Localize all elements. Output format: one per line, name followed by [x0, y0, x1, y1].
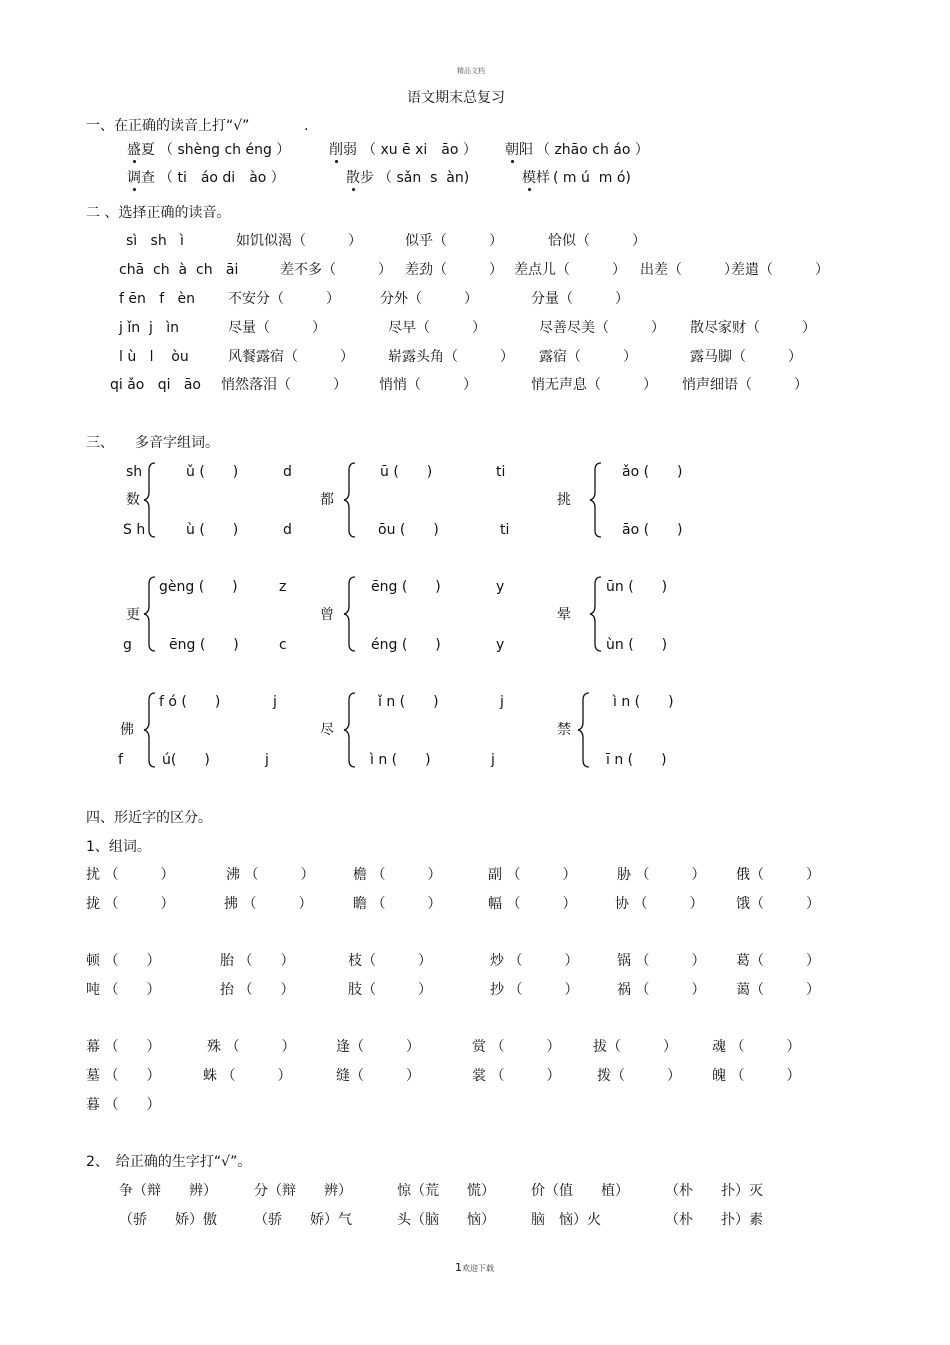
- poly-bottom-pinyin: g: [123, 637, 132, 653]
- poly-word-2: ōu ( ): [378, 522, 439, 538]
- s2-word: 出差（ ）: [640, 262, 738, 278]
- poly-char: 尽: [320, 722, 334, 738]
- page-footer: [455, 1262, 494, 1273]
- poly-top-pinyin: ti: [496, 464, 506, 480]
- s2-word: 不安分（ ）: [228, 291, 340, 307]
- poly-word-2: ī n ( ): [606, 752, 667, 768]
- compare-cell: 赏 （ ）: [472, 1039, 561, 1055]
- compare-cell: 拔（ ）: [593, 1039, 677, 1055]
- poly-word-1: gèng ( ): [159, 579, 238, 595]
- choice-cell: （朴 扑）灭: [665, 1183, 763, 1199]
- poly-word-1: ēng ( ): [371, 579, 441, 595]
- compare-cell: 副 （ ）: [488, 867, 577, 883]
- s1-word: 削弱: [329, 142, 357, 158]
- s2-word: 如饥似渴（ ）: [236, 233, 362, 249]
- brace-icon: [343, 576, 357, 652]
- poly-top-pinyin: d: [283, 464, 292, 480]
- s2-word: 分量（ ）: [531, 291, 629, 307]
- footer-text: 欢迎下载: [462, 1264, 494, 1273]
- compare-cell: 胁 （ ）: [617, 867, 706, 883]
- compare-cell: 裳 （ ）: [472, 1068, 561, 1084]
- poly-bottom-pinyin: j: [265, 752, 269, 768]
- compare-cell: 殊 （ ）: [207, 1039, 296, 1055]
- poly-word-1: ǎo ( ): [622, 464, 683, 480]
- poly-char: 数: [126, 492, 140, 508]
- compare-cell: 协 （ ）: [615, 896, 704, 912]
- poly-word-1: ǔ ( ): [186, 464, 239, 480]
- poly-top-pinyin: z: [279, 579, 287, 595]
- compare-cell: 墓 （ ）: [86, 1068, 161, 1084]
- brace-icon: [143, 462, 157, 538]
- s1-word: 盛夏: [127, 142, 155, 158]
- choice-cell: （骄 娇）傲: [119, 1212, 217, 1228]
- brace-icon: [589, 462, 603, 538]
- poly-word-1: f ó ( ): [159, 694, 221, 710]
- choice-cell: 头（脑 恼）: [397, 1212, 495, 1228]
- section1-heading: 一、在正确的读音上打“√”: [86, 118, 250, 134]
- poly-word-2: āo ( ): [622, 522, 683, 538]
- poly-char: 禁: [557, 722, 571, 738]
- choice-cell: （骄 娇）气: [254, 1212, 352, 1228]
- section2-heading: 二 、选择正确的读音。: [86, 205, 231, 221]
- s1-pinyin: ( m ú m ó): [553, 170, 631, 186]
- poly-bottom-pinyin: f: [118, 752, 123, 768]
- compare-cell: 瞻 （ ）: [353, 896, 442, 912]
- s2-pinyin: qi ǎo qi āo: [110, 377, 201, 393]
- s2-word: 悄悄（ ）: [379, 377, 477, 393]
- poly-word-2: ú( ): [162, 752, 210, 768]
- section3-heading: 三、 多音字组词。: [86, 435, 219, 451]
- s1-pinyin: （ zhāo ch áo ）: [536, 142, 649, 158]
- poly-word-1: ūn ( ): [606, 579, 668, 595]
- choice-cell: 惊（荒 慌）: [397, 1183, 495, 1199]
- compare-cell: 锅 （ ）: [617, 953, 706, 969]
- poly-bottom-pinyin: ti: [500, 522, 510, 538]
- section4-sub1: 1、组词。: [86, 839, 151, 855]
- s2-word: 恰似（ ）: [548, 233, 646, 249]
- compare-cell: 拂 （ ）: [224, 896, 313, 912]
- brace-icon: [589, 576, 603, 652]
- s2-word: 风餐露宿（ ）: [228, 349, 354, 365]
- section1-period: .: [304, 118, 309, 134]
- compare-cell: 葛（ ）: [736, 953, 820, 969]
- poly-char: 都: [320, 492, 334, 508]
- s2-word: 分外（ ）: [380, 291, 478, 307]
- s1-word: 散步: [346, 170, 374, 186]
- choice-cell: 争（辩 辨）: [119, 1183, 217, 1199]
- poly-bottom-pinyin: y: [496, 637, 505, 653]
- s2-pinyin: chā ch à ch āi: [119, 262, 239, 278]
- s2-word: 悄声细语（ ）: [682, 377, 808, 393]
- choice-cell: 分（辩 辨）: [254, 1183, 352, 1199]
- s1-pinyin: （ ti áo di ào ）: [159, 170, 285, 186]
- choice-cell: 脑 恼）火: [531, 1212, 601, 1228]
- s1-word: 模样: [522, 170, 550, 186]
- poly-top-pinyin: j: [273, 694, 277, 710]
- page-header: 精品文档: [457, 67, 485, 75]
- s2-word: 露宿（ ）: [539, 349, 637, 365]
- s2-word: 崭露头角（ ）: [388, 349, 514, 365]
- s2-pinyin: j ǐn j ìn: [119, 320, 180, 336]
- poly-word-2: ēng ( ): [169, 637, 239, 653]
- compare-cell: 蛛 （ ）: [203, 1068, 292, 1084]
- compare-cell: 祸 （ ）: [617, 982, 706, 998]
- brace-icon: [343, 462, 357, 538]
- poly-top-pinyin: y: [496, 579, 505, 595]
- poly-word-2: ùn ( ): [606, 637, 668, 653]
- s1-word: 朝阳: [505, 142, 533, 158]
- s2-word: 差劲（ ）: [405, 262, 503, 278]
- section4-sub2: 2、 给正确的生字打“√”。: [86, 1154, 252, 1170]
- compare-cell: 缝（ ）: [336, 1068, 420, 1084]
- compare-cell: 檐 （ ）: [353, 867, 442, 883]
- poly-char: 挑: [557, 492, 571, 508]
- poly-word-2: ì n ( ): [370, 752, 431, 768]
- compare-cell: 吨 （ ）: [86, 982, 161, 998]
- s1-pinyin: （ shèng ch éng ）: [159, 142, 291, 158]
- brace-icon: [143, 692, 157, 768]
- compare-cell: 魄 （ ）: [712, 1068, 801, 1084]
- poly-word-1: ū ( ): [380, 464, 433, 480]
- compare-cell: 胎 （ ）: [220, 953, 295, 969]
- poly-char: 曾: [320, 607, 334, 623]
- brace-icon: [343, 692, 357, 768]
- compare-cell: 幅 （ ）: [488, 896, 577, 912]
- poly-bottom-pinyin: c: [279, 637, 287, 653]
- compare-cell: 魂 （ ）: [712, 1039, 801, 1055]
- brace-icon: [143, 576, 157, 652]
- compare-cell: 沸 （ ）: [226, 867, 315, 883]
- poly-word-2: ù ( ): [186, 522, 239, 538]
- poly-top-pinyin: sh: [126, 464, 143, 480]
- s1-pinyin: （ xu ē xi āo ）: [362, 142, 477, 158]
- emphasis-dot: [511, 160, 514, 163]
- compare-cell: 抄 （ ）: [490, 982, 579, 998]
- page-title: 语文期末总复习: [407, 90, 505, 106]
- emphasis-dot: [528, 188, 531, 191]
- compare-cell: 幕 （ ）: [86, 1039, 161, 1055]
- poly-char: 晕: [557, 607, 571, 623]
- compare-cell: 抬 （ ）: [220, 982, 295, 998]
- s2-pinyin: f ēn f èn: [119, 291, 195, 307]
- choice-cell: 价（值 植）: [531, 1183, 629, 1199]
- s2-word: 尽量（ ）: [228, 320, 326, 336]
- section4-heading: 四、形近字的区分。: [86, 810, 212, 826]
- compare-cell: 拨（ ）: [597, 1068, 681, 1084]
- poly-bottom-pinyin: d: [283, 522, 292, 538]
- compare-cell: 枝（ ）: [348, 953, 432, 969]
- brace-icon: [577, 692, 591, 768]
- compare-cell: 肢（ ）: [348, 982, 432, 998]
- s2-word: 差不多（ ）: [280, 262, 392, 278]
- s2-pinyin: l ù l òu: [119, 349, 189, 365]
- choice-cell: （朴 扑）素: [665, 1212, 763, 1228]
- compare-cell: 逢（ ）: [336, 1039, 420, 1055]
- poly-word-1: ǐ n ( ): [378, 694, 439, 710]
- poly-word-2: éng ( ): [371, 637, 441, 653]
- poly-char: 更: [126, 607, 140, 623]
- compare-cell: 炒 （ ）: [490, 953, 579, 969]
- emphasis-dot: [352, 188, 355, 191]
- s2-word: 尽善尽美（ ）: [539, 320, 665, 336]
- s2-word: 悄然落泪（ ）: [221, 377, 347, 393]
- poly-char: 佛: [120, 722, 134, 738]
- poly-top-pinyin: j: [500, 694, 504, 710]
- s1-pinyin: （ sǎn s àn): [378, 170, 470, 186]
- emphasis-dot: [133, 188, 136, 191]
- s2-word: 悄无声息（ ）: [531, 377, 657, 393]
- s2-pinyin: sì sh ì: [126, 233, 184, 249]
- compare-cell: 顿 （ ）: [86, 953, 161, 969]
- compare-cell: 俄（ ）: [736, 867, 820, 883]
- compare-cell: 暮 （ ）: [86, 1097, 161, 1113]
- compare-cell: 饿（ ）: [736, 896, 820, 912]
- emphasis-dot: [133, 160, 136, 163]
- s2-word: 散尽家财（ ）: [690, 320, 816, 336]
- s2-word: 差点儿（ ）: [514, 262, 626, 278]
- s2-word: 差遣（ ）: [731, 262, 829, 278]
- s2-word: 尽早（ ）: [388, 320, 486, 336]
- s2-word: 露马脚（ ）: [690, 349, 802, 365]
- poly-bottom-pinyin: S h: [123, 522, 146, 538]
- s1-word: 调查: [127, 170, 155, 186]
- poly-word-1: ì n ( ): [613, 694, 674, 710]
- compare-cell: 蔼（ ）: [736, 982, 820, 998]
- s2-word: 似乎（ ）: [405, 233, 503, 249]
- compare-cell: 扰 （ ）: [86, 867, 175, 883]
- compare-cell: 拢 （ ）: [86, 896, 175, 912]
- emphasis-dot: [335, 160, 338, 163]
- page-number: 1: [455, 1261, 462, 1274]
- poly-bottom-pinyin: j: [491, 752, 495, 768]
